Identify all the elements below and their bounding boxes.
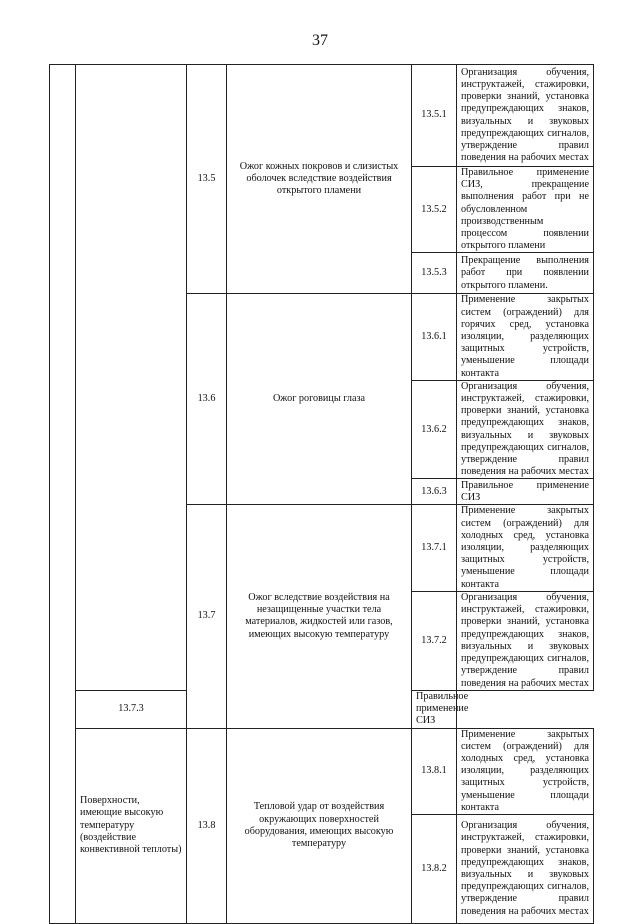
measure-text: Правильное применение СИЗ, прекращение выполнения работ при не обусловленном производственным процессом появлении открытого пламени [457, 167, 594, 253]
measure-text: Правильное применение СИЗ [457, 479, 594, 505]
measure-code: 13.5.3 [412, 253, 457, 294]
measure-code: 13.7.1 [412, 505, 457, 591]
page-number: 37 [312, 32, 328, 49]
hazard-cell [76, 65, 187, 691]
event-description: Тепловой удар от воздействия окружающих поверхностей оборудования, имеющих высокую температуру [227, 728, 412, 923]
measure-text: Правильное применение СИЗ [412, 690, 457, 728]
measure-code: 13.6.3 [412, 479, 457, 505]
table-row [50, 65, 594, 167]
measure-code: 13.6.1 [412, 294, 457, 380]
measure-text: Организация обучения, инструктажей, стажировки, проверки знаний, установка предупреждающих знаков, визуальных и звуковых предупреждающих сигналов, утверждение правил поведения на рабочих местах [457, 65, 594, 167]
measure-code: 13.8.1 [412, 728, 457, 814]
measure-code: 13.7.3 [76, 690, 187, 728]
event-description: Ожог кожных покровов и слизистых оболочек вследствие воздействия открытого пламени [227, 65, 412, 294]
measure-text: Применение закрытых систем (ограждений) для холодных сред, установка изоляции, разделяющих защитных устройств, уменьшение площади контакта [457, 728, 594, 814]
group-code: 13.6 [187, 294, 227, 505]
group-code: 13.7 [187, 505, 227, 728]
left-margin-cell [50, 65, 76, 924]
measure-code: 13.7.2 [412, 591, 457, 690]
hazard-measures-table [49, 64, 594, 924]
measure-text: Применение закрытых систем (ограждений) для холодных сред, установка изоляции, разделяющих защитных устройств, уменьшение площади контакта [457, 505, 594, 591]
measure-code: 13.6.2 [412, 380, 457, 479]
group-code: 13.8 [187, 728, 227, 923]
measure-text: Организация обучения, инструктажей, стажировки, проверки знаний, установка предупреждающих знаков, визуальных и звуковых предупреждающих сигналов, утверждение правил поведения на рабочих местах [457, 591, 594, 690]
measure-code: 13.8.2 [412, 814, 457, 923]
event-description: Ожог вследствие воздействия на незащищенные участки тела материалов, жидкостей или газов, имеющих высокую температуру [227, 505, 412, 728]
measure-code: 13.5.1 [412, 65, 457, 167]
measure-code: 13.5.2 [412, 167, 457, 253]
measure-text: Прекращение выполнения работ при появлении открытого пламени. [457, 253, 594, 294]
measure-text: Применение закрытых систем (ограждений) для горячих сред, установка изоляции, разделяющих защитных устройств, уменьшение площади контакта [457, 294, 594, 380]
group-code: 13.5 [187, 65, 227, 294]
measure-text: Организация обучения, инструктажей, стажировки, проверки знаний, установка предупреждающих знаков, визуальных и звуковых предупреждающих сигналов, утверждение правил поведения на рабочих местах [457, 814, 594, 923]
table-row [50, 728, 594, 814]
measure-text: Организация обучения, инструктажей, стажировки, проверки знаний, установка предупреждающих знаков, визуальных и звуковых предупреждающих сигналов, утверждение правил поведения на рабочих местах [457, 380, 594, 479]
event-description: Ожог роговицы глаза [227, 294, 412, 505]
hazard-cell: Поверхности, имеющие высокую температуру (воздействие конвективной теплоты) [76, 728, 187, 923]
